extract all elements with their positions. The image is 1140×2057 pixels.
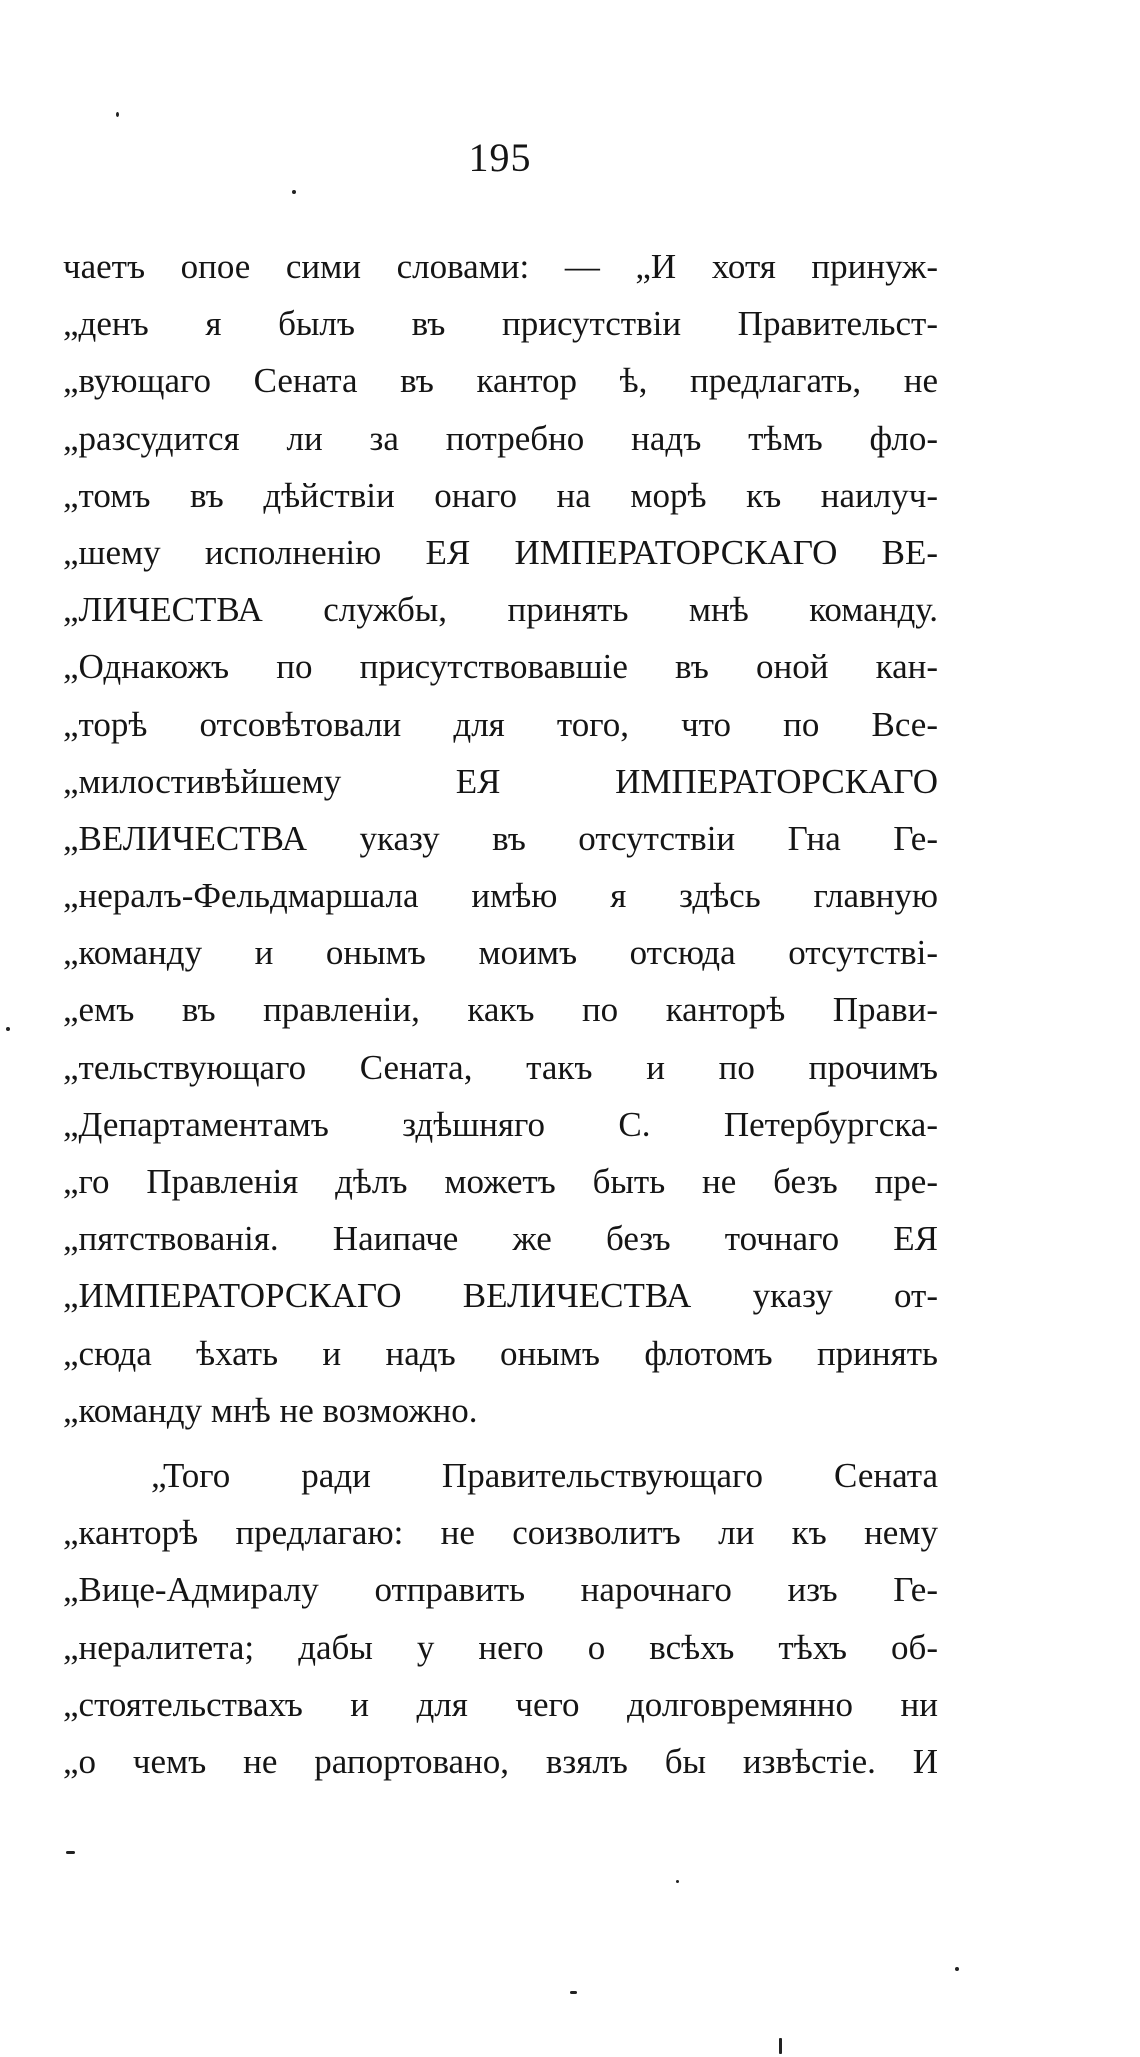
text-line: „го Правленія дѣлъ можетъ быть не безъ пре- (63, 1162, 938, 1201)
text-line: „вующаго Сената въ кантор ѣ, предлагать, не (63, 361, 938, 401)
print-speck (955, 1967, 959, 1971)
text-line: „Вице-Адмиралу отправить нарочнаго изъ Ге- (63, 1570, 938, 1610)
page-number: 195 (468, 135, 532, 180)
print-speck (6, 1027, 10, 1031)
text-line: „томъ въ дѣйствіи онаго на морѣ къ наилуч- (63, 475, 938, 515)
text-line: „нералитета; дабы у него о всѣхъ тѣхъ об- (63, 1627, 938, 1667)
text-line: „шему исполненію ЕЯ ИМПЕРАТОРСКАГО ВЕ- (63, 532, 938, 572)
text-line: „тельствующаго Сената, такъ и по прочимъ (63, 1047, 938, 1087)
print-speck (66, 1851, 75, 1854)
text-line: „ИМПЕРАТОРСКАГО ВЕЛИЧЕСТВА указу от- (63, 1276, 938, 1316)
text-line: „о чемъ не рапортовано, взялъ бы извѣстіе. И (63, 1741, 938, 1781)
print-speck (676, 1880, 679, 1883)
text-line: „денъ я былъ въ присутствіи Правительст- (63, 304, 938, 344)
text-line: „торѣ отсовѣтовали для того, что по Все- (63, 704, 938, 744)
text-line: „Однакожъ по присутствовавшіе въ оной кан- (63, 647, 938, 687)
text-line: чаетъ опое сими словами: — „И хотя принуж- (63, 247, 938, 286)
body-text (63, 238, 938, 1790)
text-line: „сюда ѣхать и надъ онымъ флотомъ принять (63, 1333, 938, 1373)
text-line: „пятствованія. Наипаче же безъ точнаго ЕЯ (63, 1219, 938, 1259)
text-line: „команду мнѣ не возможно. (63, 1390, 478, 1430)
print-speck (779, 2038, 782, 2054)
text-line: „канторѣ предлагаю: не соизволитъ ли къ нему (63, 1513, 938, 1553)
text-line: „милостивѣйшему ЕЯ ИМПЕРАТОРСКАГО (63, 761, 938, 801)
print-speck (116, 112, 119, 117)
text-line: „ВЕЛИЧЕСТВА указу въ отсутствіи Гна Ге- (63, 818, 938, 858)
text-line: „команду и онымъ моимъ отсюда отсутствi- (63, 933, 938, 973)
print-speck (570, 1991, 577, 1994)
text-line: „емъ въ правленіи, какъ по канторѣ Прави- (63, 990, 938, 1030)
text-line: „Того ради Правительствующаго Сената (151, 1455, 938, 1495)
text-line: „нералъ-Фельдмаршала имѣю я здѣсь главную (63, 876, 938, 916)
text-line: „разсудится ли за потребно надъ тѣмъ фло- (63, 418, 938, 458)
text-line: „Департаментамъ здѣшняго С. Петербургска- (63, 1104, 938, 1144)
print-speck (292, 190, 296, 194)
text-line: „ЛИЧЕСТВА службы, принять мнѣ команду. (63, 590, 938, 630)
text-line: „стоятельствахъ и для чего долговремянно ни (63, 1684, 938, 1724)
